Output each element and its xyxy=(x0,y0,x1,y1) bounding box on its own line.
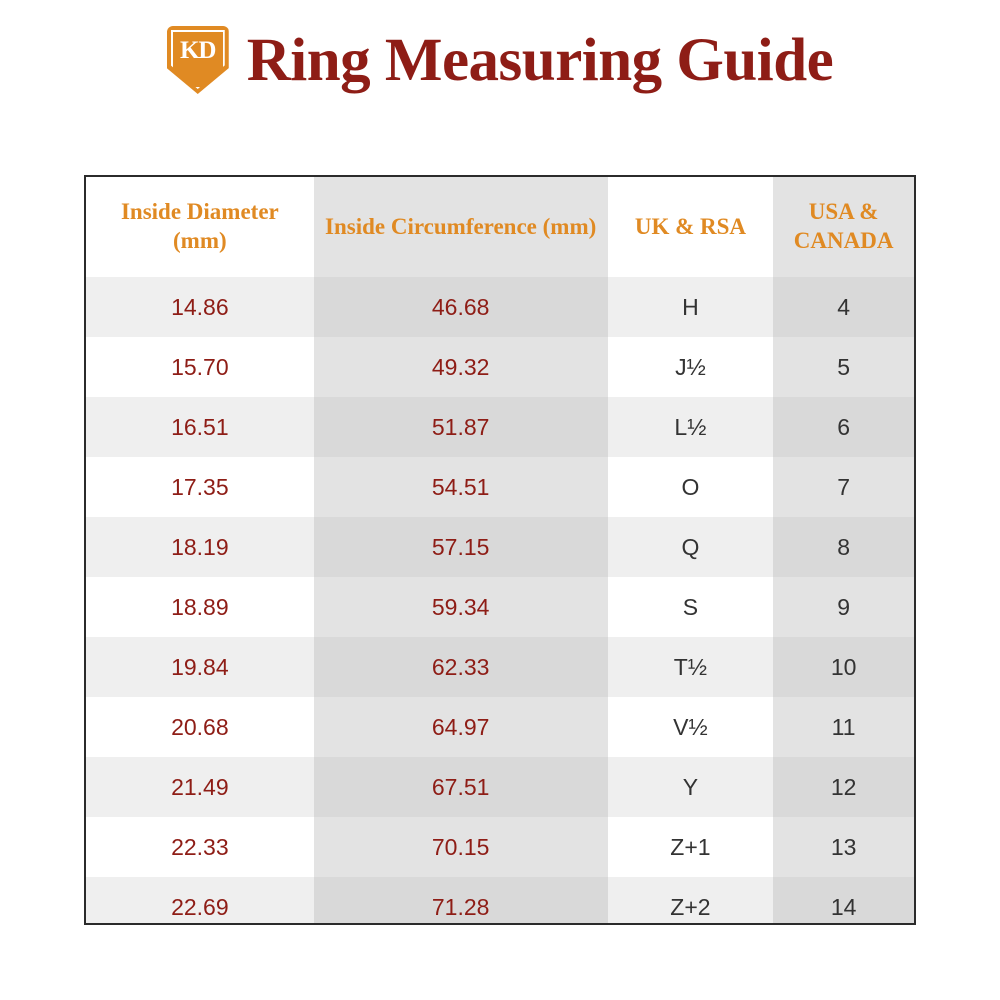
column-header-inside-diameter: Inside Diameter (mm) xyxy=(120,199,279,253)
cell-uk-rsa: J½ xyxy=(675,353,706,380)
cell-usa-canada: 7 xyxy=(773,457,914,517)
cell-inside-circumference: 71.28 xyxy=(314,877,608,925)
cell-uk-rsa: Y xyxy=(608,757,774,817)
cell-inside-circumference: 46.68 xyxy=(314,277,608,337)
table-header-row xyxy=(86,177,914,277)
cell-inside-diameter: 21.49 xyxy=(86,757,314,817)
cell-inside-diameter: 22.69 xyxy=(86,877,314,925)
cell-inside-circumference: 54.51 xyxy=(314,457,608,517)
cell-uk-rsa: T½ xyxy=(608,637,774,697)
cell-uk-rsa: Q xyxy=(608,517,774,577)
cell-inside-diameter: 20.68 xyxy=(171,713,229,740)
cell-inside-diameter: 22.33 xyxy=(171,833,229,860)
cell-inside-diameter: 14.86 xyxy=(86,277,314,337)
cell-uk-rsa: O xyxy=(681,473,700,500)
cell-uk-rsa: V½ xyxy=(673,713,708,740)
column-header-usa-canada: USA & CANADA xyxy=(773,177,914,277)
cell-usa-canada: 9 xyxy=(773,577,914,637)
cell-inside-circumference: 67.51 xyxy=(314,757,608,817)
kd-shield-logo-icon xyxy=(167,26,229,94)
table-row xyxy=(86,757,914,817)
cell-usa-canada: 14 xyxy=(773,877,914,925)
cell-usa-canada: 4 xyxy=(773,277,914,337)
cell-inside-diameter: 16.51 xyxy=(86,397,314,457)
cell-uk-rsa: Z+2 xyxy=(608,877,774,925)
cell-usa-canada: 13 xyxy=(773,817,914,877)
cell-inside-diameter: 18.19 xyxy=(86,517,314,577)
cell-uk-rsa: L½ xyxy=(608,397,774,457)
cell-inside-diameter: 19.84 xyxy=(86,637,314,697)
cell-usa-canada: 8 xyxy=(773,517,914,577)
table-row xyxy=(86,877,914,925)
page-header xyxy=(0,0,1000,94)
table-row xyxy=(86,397,914,457)
cell-usa-canada: 11 xyxy=(773,697,914,757)
column-header-inside-circumference: Inside Circumference (mm) xyxy=(314,177,608,277)
cell-uk-rsa: Z+1 xyxy=(670,833,711,860)
table-row xyxy=(86,457,914,517)
table-row xyxy=(86,577,914,637)
column-header-uk-rsa: UK & RSA xyxy=(634,213,746,239)
cell-usa-canada: 12 xyxy=(773,757,914,817)
cell-inside-circumference: 70.15 xyxy=(314,817,608,877)
logo-text: KD xyxy=(179,37,216,64)
table-body xyxy=(86,277,914,925)
cell-inside-diameter: 18.89 xyxy=(171,593,229,620)
table-row xyxy=(86,637,914,697)
ring-size-table xyxy=(86,177,914,925)
cell-inside-circumference: 51.87 xyxy=(314,397,608,457)
cell-inside-diameter: 17.35 xyxy=(171,473,229,500)
cell-inside-circumference: 59.34 xyxy=(314,577,608,637)
cell-inside-circumference: 57.15 xyxy=(314,517,608,577)
table-row xyxy=(86,697,914,757)
table-row xyxy=(86,817,914,877)
page-title: Ring Measuring Guide xyxy=(246,26,834,94)
cell-inside-circumference: 49.32 xyxy=(314,337,608,397)
cell-uk-rsa: S xyxy=(682,593,699,620)
table-row xyxy=(86,337,914,397)
cell-inside-circumference: 64.97 xyxy=(314,697,608,757)
cell-inside-diameter: 15.70 xyxy=(171,353,229,380)
cell-inside-circumference: 62.33 xyxy=(314,637,608,697)
cell-usa-canada: 10 xyxy=(773,637,914,697)
table-row xyxy=(86,277,914,337)
cell-usa-canada: 5 xyxy=(773,337,914,397)
ring-size-table-container xyxy=(84,175,916,925)
cell-usa-canada: 6 xyxy=(773,397,914,457)
cell-uk-rsa: H xyxy=(608,277,774,337)
table-header xyxy=(86,177,914,277)
table-row xyxy=(86,517,914,577)
